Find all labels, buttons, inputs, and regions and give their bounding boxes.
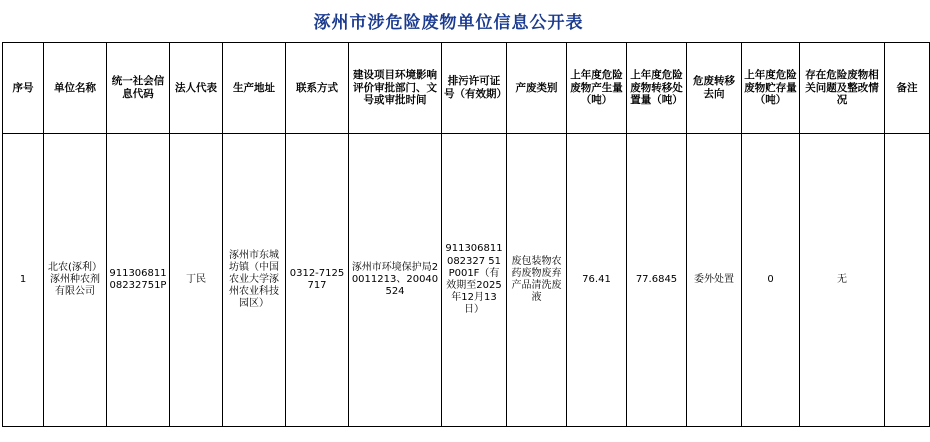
table-body: [3, 134, 930, 427]
page-title: 涿州市涉危险废物单位信息公开表: [313, 13, 584, 33]
cell-legal-rep: 丁民: [170, 134, 223, 427]
cell-unit-name: 北农(涿利）涿州种农剂有限公司: [44, 134, 107, 427]
column-header-generated-amount: 上年度危险废物产生量（吨）: [567, 43, 627, 134]
column-header-transfer-destination: 危废转移去向: [687, 43, 742, 134]
cell-waste-category: 废包装物农药废物废弃产品清洗废液: [507, 134, 567, 427]
cell-production-address: 涿州市东城坊镇（中国农业大学涿州农业科技园区）: [223, 134, 286, 427]
hazardous-waste-table: [2, 42, 930, 427]
cell-generated-amount: 76.41: [567, 134, 627, 427]
column-header-permit-number: 排污许可证号（有效期）: [442, 43, 507, 134]
column-header-legal-rep: 法人代表: [170, 43, 223, 134]
table-header-row: [3, 43, 930, 134]
cell-permit-number: 911306811082327 51P001F（有效期至2025年12月13日）: [442, 134, 507, 427]
table-header: [3, 43, 930, 134]
cell-transferred-amount: 77.6845: [627, 134, 687, 427]
column-header-credit-code: 统一社会信息代码: [107, 43, 170, 134]
cell-eia-approval: 涿州市环境保护局20011213、20040524: [349, 134, 442, 427]
column-header-unit-name: 单位名称: [44, 43, 107, 134]
cell-contact: 0312-7125717: [286, 134, 349, 427]
column-header-issues-rectification: 存在危险废物相关问题及整改情况: [800, 43, 885, 134]
column-header-stored-amount: 上年度危险废物贮存量（吨）: [742, 43, 800, 134]
cell-credit-code: 91130681108232751P: [107, 134, 170, 427]
column-header-eia-approval: 建设项目环境影响评价审批部门、文号或审批时间: [349, 43, 442, 134]
cell-issues-rectification: 无: [800, 134, 885, 427]
column-header-transferred-amount: 上年度危险废物转移处置量（吨）: [627, 43, 687, 134]
table-row: [3, 134, 930, 427]
column-header-production-address: 生产地址: [223, 43, 286, 134]
column-header-contact: 联系方式: [286, 43, 349, 134]
column-header-index: 序号: [3, 43, 44, 134]
cell-transfer-destination: 委外处置: [687, 134, 742, 427]
column-header-waste-category: 产废类别: [507, 43, 567, 134]
cell-remarks: [885, 134, 930, 427]
cell-stored-amount: 0: [742, 134, 800, 427]
column-header-remarks: 备注: [885, 43, 930, 134]
cell-index: 1: [3, 134, 44, 427]
